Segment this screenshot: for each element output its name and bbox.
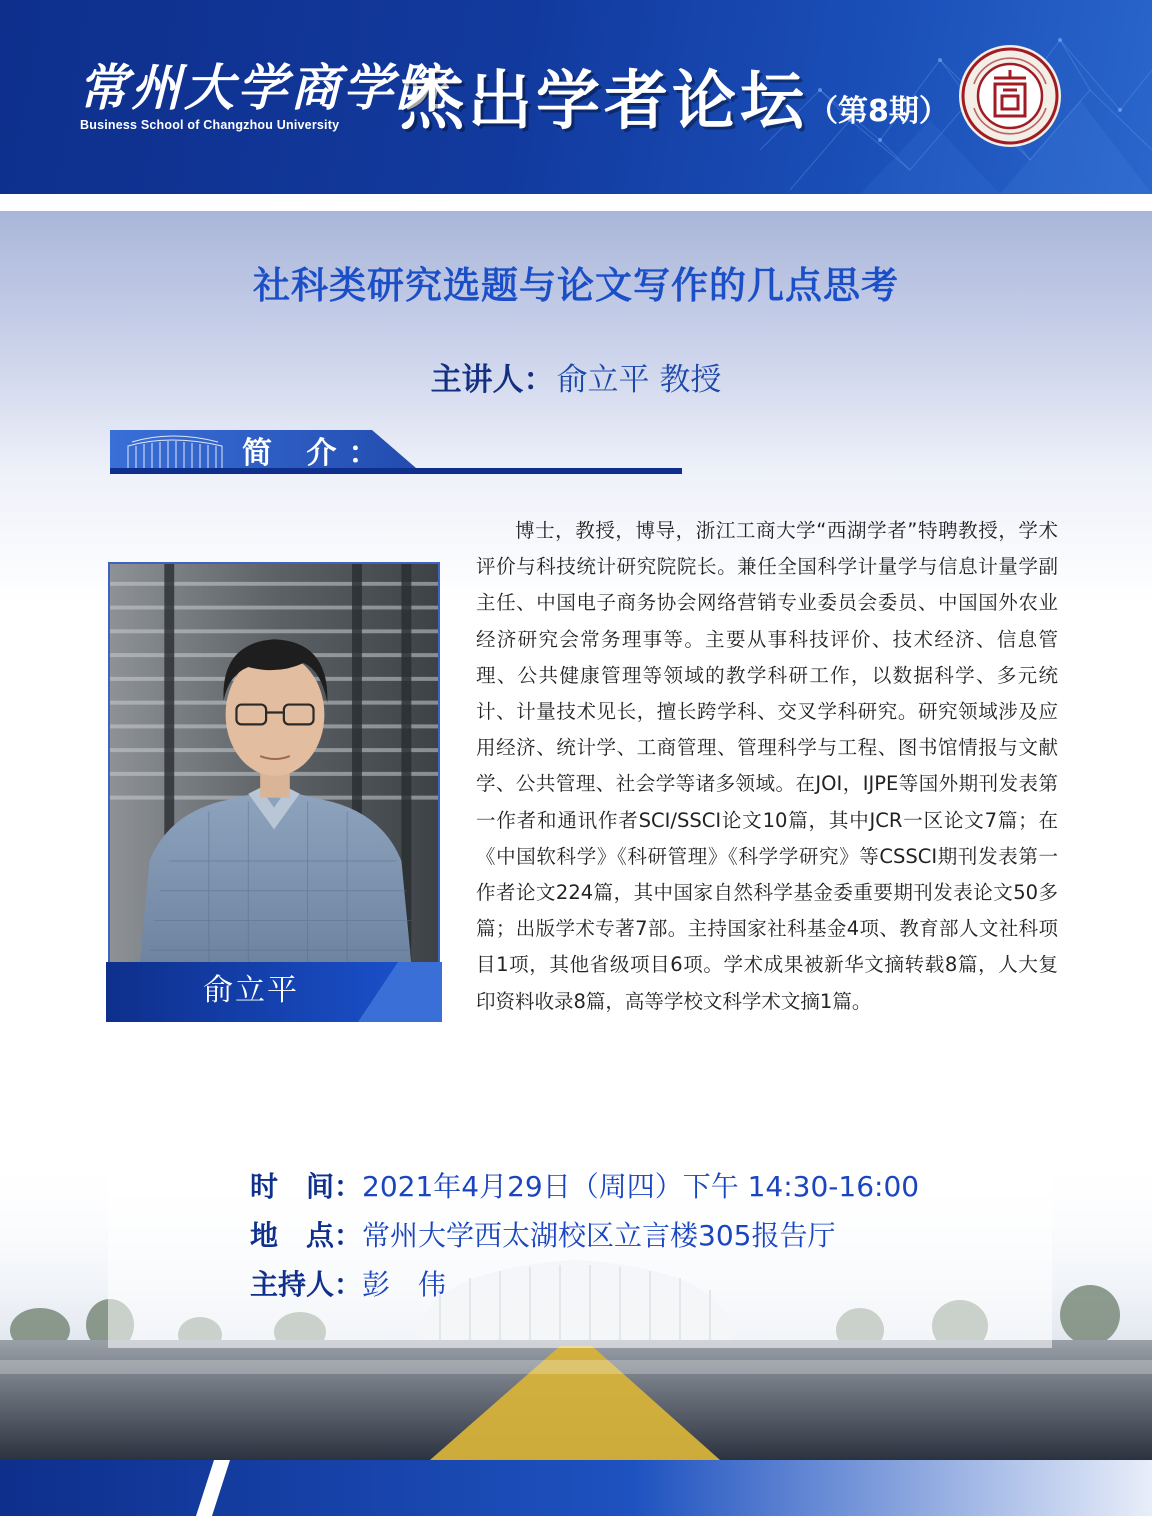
host-value: 彭 伟	[362, 1268, 447, 1301]
footer-band	[0, 1460, 1152, 1516]
speaker-portrait-image	[110, 564, 438, 964]
event-place-row	[250, 1215, 835, 1257]
time-value: 2021年4月29日（周四）下午 14:30-16:00	[362, 1170, 920, 1203]
header-divider	[0, 194, 1152, 211]
time-label: 时 间：	[250, 1170, 363, 1203]
speaker-photo	[108, 562, 440, 966]
speaker-label: 主讲人：	[430, 362, 555, 398]
host-label: 主持人：	[250, 1268, 363, 1301]
header-banner	[0, 0, 1152, 194]
forum-issue: （第8期）	[808, 94, 949, 129]
speaker-name: 俞立平 教授	[556, 362, 722, 398]
place-label: 地 点：	[250, 1219, 363, 1252]
school-logo-text: 常州大学商学院	[78, 58, 449, 117]
speaker-bio: 博士，教授，博导，浙江工商大学“西湖学者”特聘教授，学术评价与科技统计研究院院长。兼任全国科学计量学与信息计量学副主任、中国电子商务协会网络营销专业委员会委员、中国国外农业经济研究会常务理事等。主要从事科技评价、技术经济、信息管理、公共健康管理等领域的教学科研工作，以数据科学、多元统计、计量技术见长，擅长跨学科、交叉学科研究。研究领域涉及应用经济、统计学、工商管理、管理科学与工程、图书馆情报与文献学、公共管理、社会学等诸多领域。在JOI，IJPE等国外期刊发表第一作者和通讯作者SCI/SSCI论文10篇，其中JCR一区论文7篇；在《中国软科学》《科研管理》《科学学研究》等CSSCI期刊发表第一作者论文224篇，其中国家自然科学基金委重要期刊发表论文50多篇；出版学术专著7部。主持国家社科基金4项、教育部人文社科项目1项，其他省级项目6项。学术成果被新华文摘转载8篇，人大复印资料收录8篇，高等学校文科学术文摘1篇。	[476, 519, 1058, 1013]
speaker-line	[0, 356, 1152, 404]
university-seal-icon	[958, 44, 1062, 148]
intro-heading: 简 介：	[242, 436, 391, 471]
talk-title: 社科类研究选题与论文写作的几点思考	[253, 264, 899, 307]
photo-caption: 俞立平	[203, 973, 299, 1008]
forum-title: 杰出学者论坛	[400, 65, 808, 139]
event-host-row	[250, 1264, 446, 1306]
event-time-row	[250, 1166, 919, 1208]
place-value: 常州大学西太湖校区立言楼305报告厅	[362, 1219, 836, 1252]
intro-banner	[110, 428, 682, 478]
school-english-name: Business School of Changzhou University	[80, 118, 340, 132]
